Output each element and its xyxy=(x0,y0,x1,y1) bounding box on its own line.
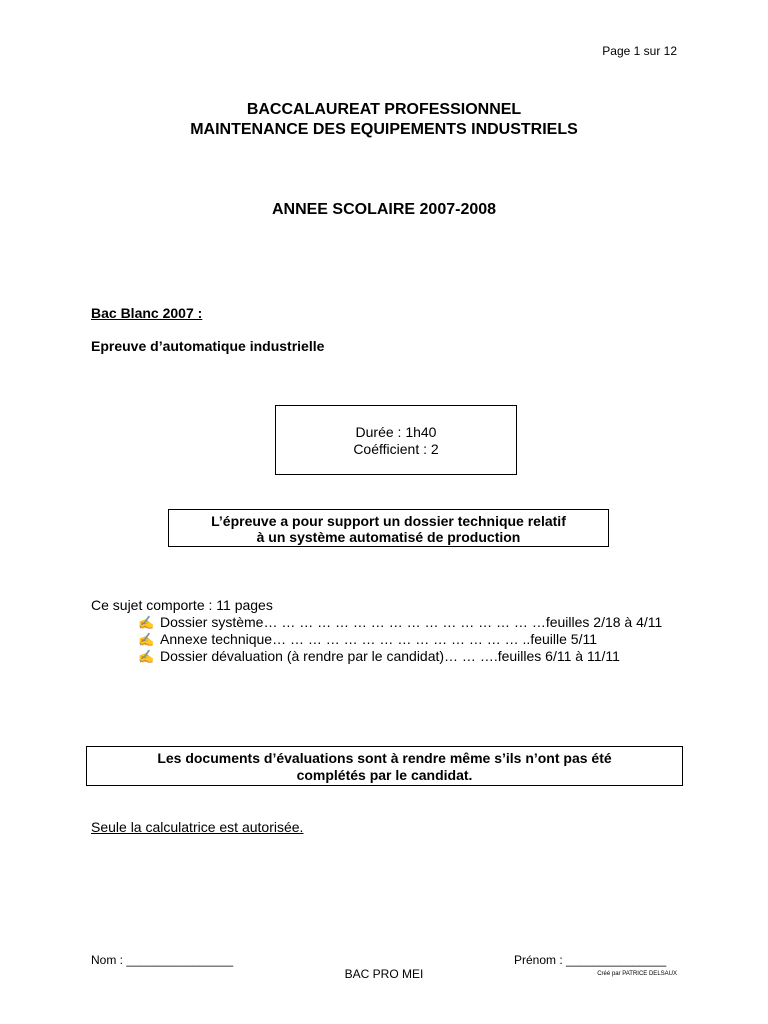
list-item-text: Dossier dévaluation (à rendre par le candidat)… … ….feuilles 6/11 à 11/11 xyxy=(160,648,620,664)
epreuve-heading: Epreuve d’automatique industrielle xyxy=(91,338,325,354)
list-item xyxy=(138,648,662,665)
list-item-text: Annexe technique… … … … … … … … … … … … … … ..feuille 5/11 xyxy=(160,631,598,647)
writing-hand-icon: ✍ xyxy=(138,632,155,647)
title-bac-pro: BACCALAUREAT PROFESSIONNEL xyxy=(246,101,522,118)
writing-hand-icon: ✍ xyxy=(138,615,155,630)
list-item-text: Dossier système… … … … … … … … … … … … … … … …feuilles 2/18 à 4/11 xyxy=(160,614,663,630)
documents-notice-line-1: Les documents d’évaluations sont à rendre même s’ils n’ont pas été xyxy=(157,750,612,766)
nom-field: Nom : ________________ xyxy=(91,953,234,967)
page-number: Page 1 sur 12 xyxy=(602,44,677,58)
bac-blanc-heading: Bac Blanc 2007 : xyxy=(91,305,203,321)
title-school-year: ANNEE SCOLAIRE 2007-2008 xyxy=(271,201,497,218)
support-box xyxy=(168,509,609,547)
contents-list xyxy=(138,614,662,665)
duration-box xyxy=(275,405,517,475)
writing-hand-icon: ✍ xyxy=(138,649,155,664)
title-maintenance: MAINTENANCE DES EQUIPEMENTS INDUSTRIELS xyxy=(190,121,578,138)
documents-notice-box xyxy=(86,746,683,786)
prenom-field: Prénom : _______________ xyxy=(514,953,667,967)
support-line-1: L’épreuve a pour support un dossier technique relatif xyxy=(211,513,566,529)
calculator-note: Seule la calculatrice est autorisée. xyxy=(91,819,304,835)
list-item xyxy=(138,614,662,631)
support-line-2: à un système automatisé de production xyxy=(256,529,521,545)
list-item xyxy=(138,631,662,648)
footer-title: BAC PRO MEI xyxy=(344,967,424,981)
contents-intro: Ce sujet comporte : 11 pages xyxy=(91,597,273,613)
documents-notice-line-2: complétés par le candidat. xyxy=(296,767,473,783)
footer-credit: Créé par PATRICE DELSAUX xyxy=(597,971,677,977)
coefficient-text: Coéfficient : 2 xyxy=(353,441,439,457)
duration-text: Durée : 1h40 xyxy=(355,424,437,440)
